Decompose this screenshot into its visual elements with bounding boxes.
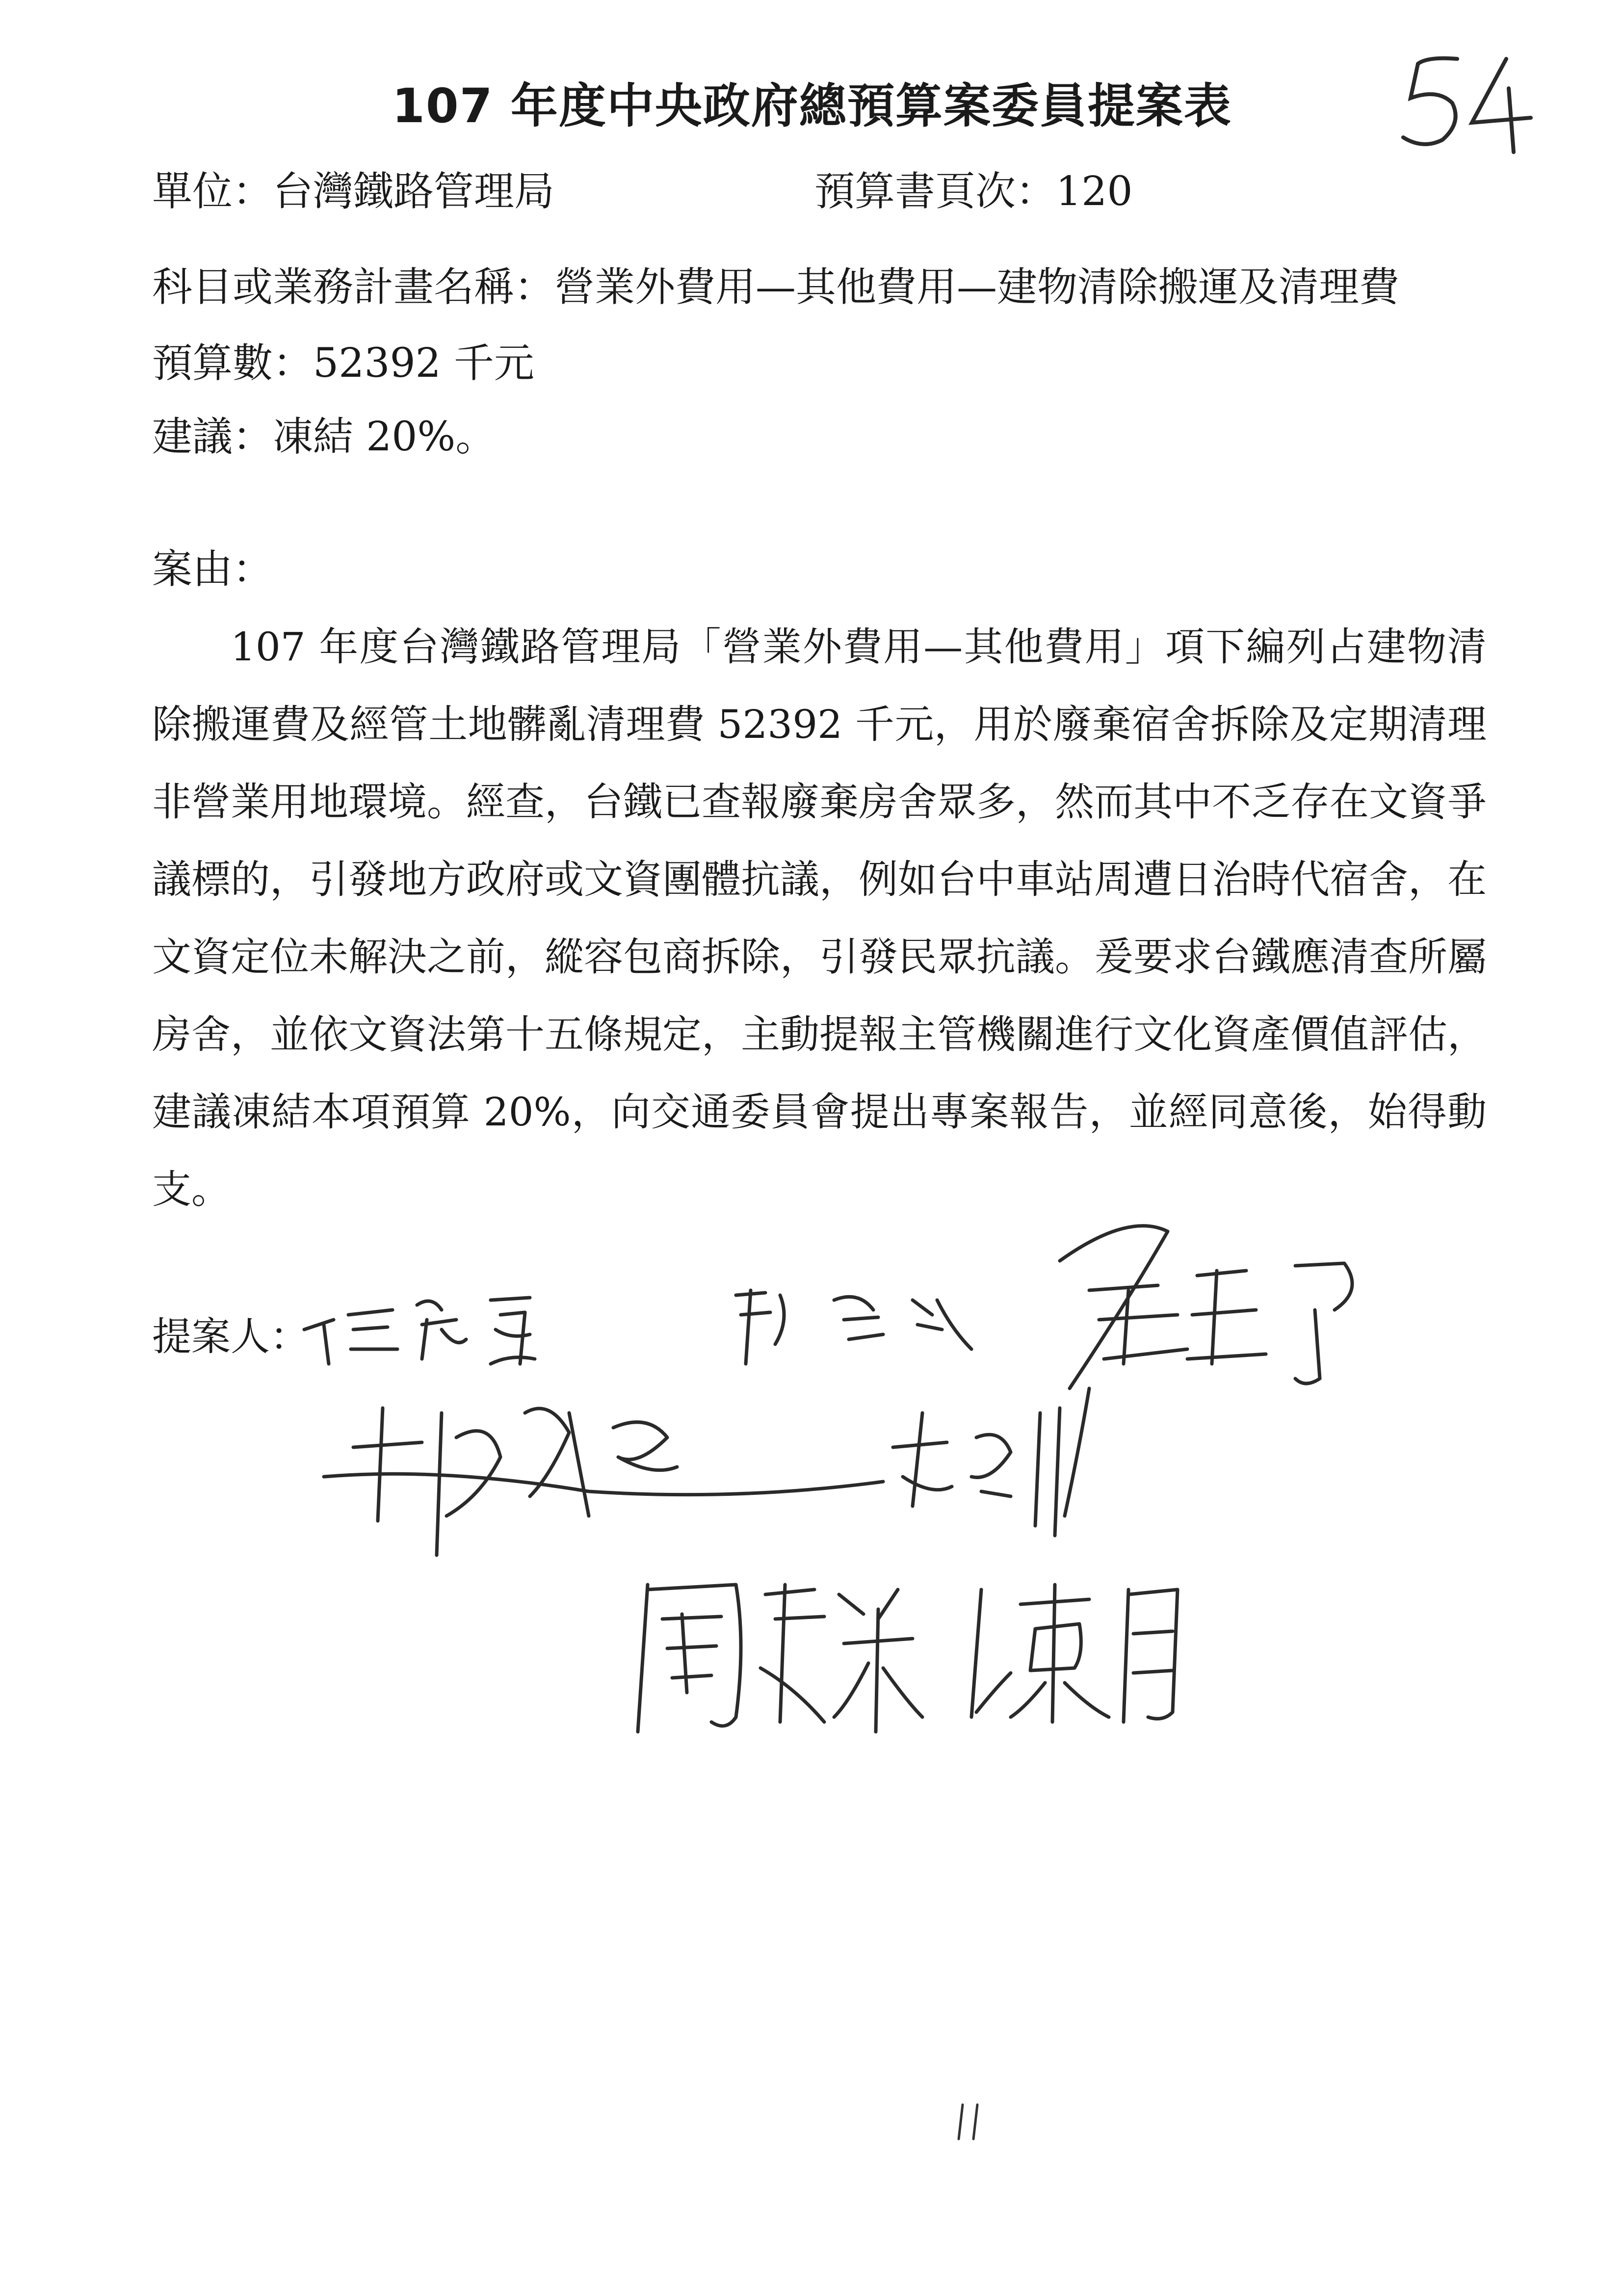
budget-page-field: 預算書頁次：120: [814, 168, 1133, 215]
signature-6: [638, 1585, 922, 1732]
reason-label: 案由：: [152, 546, 273, 593]
signature-4: [324, 1408, 883, 1555]
proposer-label: 提案人：: [152, 1314, 309, 1359]
signature-2: [736, 1290, 971, 1364]
signature-1: [304, 1298, 535, 1364]
signature-7: [971, 1585, 1178, 1722]
document-title: 107 年度中央政府總預算案委員提案表: [392, 78, 1232, 133]
suggestion-field: 建議：凍結 20%。: [152, 414, 496, 460]
handwritten-signatures: [294, 1202, 1423, 1766]
handwritten-page-number: [1384, 44, 1541, 157]
signature-3: [1060, 1226, 1352, 1388]
footer-handwritten-mark: [952, 2100, 991, 2144]
reason-body: [152, 608, 1487, 1228]
reason-paragraph: 107 年度台灣鐵路管理局「營業外費用—其他費用」項下編列占建物清除搬運費及經管土地髒亂清理費 52392 千元，用於廢棄宿舍拆除及定期清理非營業用地環境。經查，台鐵已查報廢棄房舍眾多，然而其中不乏存在文資爭議標的，引發地方政府或文資團體抗議，例如台中車站周遭日治時代宿舍，在文資定位未解決之前，縱容包商拆除，引發民眾抗議。爰要求台鐵應清查所屬房舍，並依文資法第十五條規定，主動提報主管機關進行文化資產價值評估，建議凍結本項預算 20%，向交通委員會提出專案報告，並經同意後，始得動支。: [152, 624, 1487, 1212]
budget-amount-field: 預算數：52392 千元: [152, 340, 534, 387]
signature-5: [893, 1388, 1089, 1536]
unit-field: 單位：台灣鐵路管理局: [152, 168, 555, 215]
item-name-field: 科目或業務計畫名稱：營業外費用—其他費用—建物清除搬運及清理費: [152, 264, 1400, 311]
